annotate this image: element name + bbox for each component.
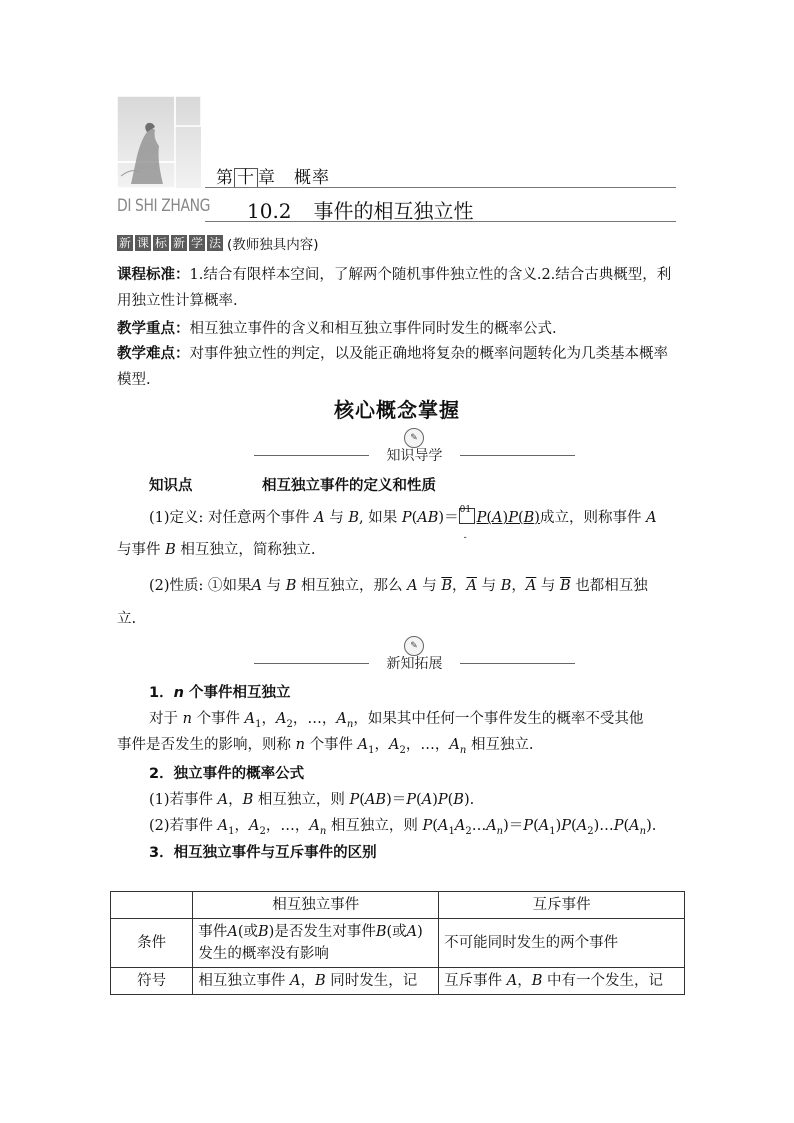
table-cell: 不可能同时发生的两个事件: [439, 919, 685, 968]
table-row-label: 条件: [111, 919, 193, 968]
tagline-tile: 新: [172, 236, 185, 250]
banner-label: 新知拓展: [386, 656, 443, 672]
table-cell: 互斥事件 A，B 中有一个发生，记: [439, 968, 685, 995]
banner-emblem-icon: ✎: [404, 636, 424, 656]
teaching-difficulty-text: 对事件独立性的判定，以及能正确地将复杂的概率问题转化为几类基本概率模型.: [117, 346, 668, 388]
teaching-difficulty: [117, 341, 679, 393]
ext-item1-body-line1: 对于 n 个事件 $A_1$，$A_2$，…，$A_n$，如果其中任何一个事件发生的概率不受其他: [149, 711, 644, 730]
table-header-row: [111, 892, 685, 919]
course-standard: [117, 262, 679, 314]
tagline-tile: 标: [154, 236, 167, 250]
definition-tail3: 相互独立，简称独立.: [180, 542, 316, 558]
property-line1: (2)性质: ①如果A 与 B 相互独立，那么 A 与 $\overline{B}$，$\overline{A}$ 与 B，$\overline{A}$ 与 $\overline{B}$ 也都相互独: [149, 578, 648, 594]
definition-lead: (1)定义: 对任意两个事件: [149, 510, 310, 526]
chapter-suffix: 章: [258, 168, 276, 188]
table-row: [111, 968, 685, 995]
answer-blank: 01 -: [459, 508, 475, 524]
definition-tail2: 与事件: [117, 542, 161, 558]
banner-extension: [254, 636, 575, 676]
definition-line1: (1)定义: 对任意两个事件 A 与 B, 如果 P(AB)＝ 01 - P(A)P(B)成立，则称事件 A: [149, 505, 657, 543]
tagline-tile: 课: [136, 236, 149, 250]
teaching-focus-text: 相互独立事件的含义和相互独立事件同时发生的概率公式.: [189, 321, 557, 337]
section-name: 事件的相互独立性: [313, 199, 474, 223]
table-row: [111, 919, 685, 968]
section-title: [247, 195, 474, 224]
ext-item3-title: 3．相互独立事件与互斥事件的区别: [149, 845, 377, 861]
chapter-heading: [216, 163, 330, 188]
definition-line2: 与事件 B 相互独立，简称独立.: [117, 542, 316, 558]
chapter-number: 十: [234, 168, 258, 188]
ext-item1-title: 1．n 个事件相互独立: [149, 685, 291, 701]
chapter-pinyin: DI SHI ZHANG: [117, 196, 211, 216]
header-rule-bottom: [205, 221, 676, 222]
table-cell: 事件A(或B)是否发生对事件B(或A)发生的概率没有影响: [193, 919, 439, 968]
core-concept-title: 核心概念掌握: [334, 398, 460, 422]
ext-item2-line2: (2)若事件 $A_1$，$A_2$，…，$A_n$ 相互独立，则 $P(A_1A_2\dots A_n)=P(A_1)P(A_2)\dots P(A_n)$.: [149, 818, 657, 837]
table-cell: 相互独立事件 A，B 同时发生，记: [193, 968, 439, 995]
definition-tail1: 成立，则称事件: [539, 510, 642, 526]
chapter-header-art: [117, 96, 201, 188]
header-rule-top: [205, 187, 676, 188]
table-header-cell: [111, 892, 193, 919]
banner-label: 知识导学: [386, 448, 443, 464]
chapter-prefix: 第: [216, 168, 234, 188]
knowledge-point-label: 知识点: [149, 478, 193, 494]
comparison-table: [110, 891, 685, 995]
course-standard-label: 课程标准：: [117, 267, 190, 283]
table-row-label: 符号: [111, 968, 193, 995]
ext-item1-body-line2: 事件是否发生的影响，则称 n 个事件 $A_1$，$A_2$，…，$A_n$ 相互独立.: [117, 737, 534, 756]
tagline-tile: 学: [190, 236, 203, 250]
teaching-difficulty-label: 教学难点：: [117, 346, 190, 362]
chapter-name: 概率: [294, 168, 330, 188]
teaching-focus: [117, 316, 679, 342]
teaching-focus-label: 教学重点：: [117, 321, 190, 337]
property-lead: (2)性质: ①如果: [149, 578, 252, 594]
section-number: 10.2: [247, 199, 292, 223]
tagline-tile: 新: [118, 236, 131, 250]
banner-emblem-icon: ✎: [404, 428, 424, 448]
course-standard-text: 1.结合有限样本空间，了解两个随机事件独立性的含义.2.结合古典概型，利用独立性计算概率.: [117, 267, 672, 309]
knowledge-point: [149, 474, 436, 495]
tagline-tile: 法: [208, 236, 221, 250]
ext-item2-title: 2．独立事件的概率公式: [149, 766, 305, 782]
property-line2: 立.: [117, 611, 137, 627]
definition-formula: P(A)P(B): [476, 510, 540, 526]
knowledge-point-title: 相互独立事件的定义和性质: [262, 478, 436, 494]
table-header-cell: 互斥事件: [439, 892, 685, 919]
tagline: [117, 233, 319, 253]
banner-knowledge-guide: [254, 428, 575, 468]
table-header-cell: 相互独立事件: [193, 892, 439, 919]
ext-item2-line1: (1)若事件 A，B 相互独立，则 P(AB)＝P(A)P(B).: [149, 792, 475, 808]
tagline-note: (教师独具内容): [227, 237, 319, 253]
